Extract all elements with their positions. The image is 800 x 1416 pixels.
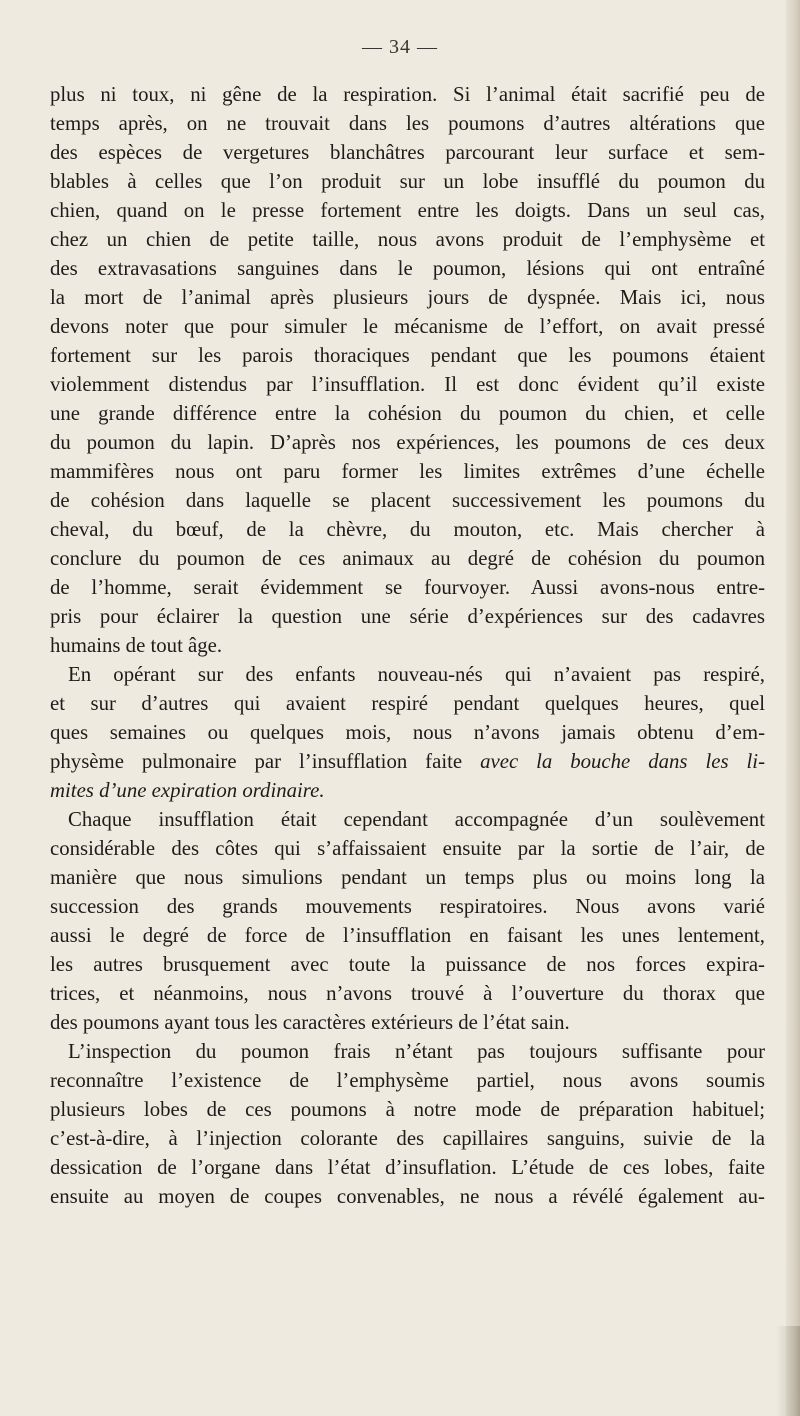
text-line xyxy=(50,834,765,863)
text-run: des espèces de vergetures blanchâtres parcourant leur surface et sem- xyxy=(50,141,765,164)
text-run: ensuite au moyen de coupes convenables, ne nous a révélé également au- xyxy=(50,1185,765,1208)
text-line xyxy=(50,1066,765,1095)
text-line xyxy=(50,863,765,892)
text-run: manière que nous simulions pendant un temps plus ou moins long la xyxy=(50,866,765,889)
text-line xyxy=(50,167,765,196)
text-line xyxy=(50,979,765,1008)
text-run: chien, quand on le presse fortement entre les doigts. Dans un seul cas, xyxy=(50,199,765,222)
text-run: dessication de l’organe dans l’état d’insuflation. L’étude de ces lobes, faite xyxy=(50,1156,765,1179)
text-line xyxy=(50,486,765,515)
italic-text: mites d’une expiration ordinaire. xyxy=(50,779,325,802)
text-run: physème pulmonaire par l’insufflation faite xyxy=(50,750,481,773)
text-line xyxy=(50,544,765,573)
text-run: des extravasations sanguines dans le poumon, lésions qui ont entraîné xyxy=(50,257,765,280)
text-line xyxy=(50,950,765,979)
text-run: violemment distendus par l’insufflation. Il est donc évident qu’il existe xyxy=(50,373,765,396)
paragraph xyxy=(50,80,765,660)
text-line xyxy=(50,109,765,138)
text-run: humains de tout âge. xyxy=(50,634,223,657)
text-line xyxy=(50,573,765,602)
text-line xyxy=(50,1124,765,1153)
text-line xyxy=(50,602,765,631)
page-edge-shadow xyxy=(786,0,800,1416)
text-run: mammifères nous ont paru former les limites extrêmes d’une échelle xyxy=(50,460,765,483)
text-run: cheval, du bœuf, de la chèvre, du mouton, etc. Mais chercher à xyxy=(50,518,765,541)
paragraph xyxy=(50,660,765,805)
text-run: ques semaines ou quelques mois, nous n’avons jamais obtenu d’em- xyxy=(50,721,765,744)
text-line xyxy=(50,80,765,109)
text-line xyxy=(50,138,765,167)
text-line xyxy=(50,515,765,544)
text-line xyxy=(50,225,765,254)
text-run: chez un chien de petite taille, nous avons produit de l’emphysème et xyxy=(50,228,765,251)
text-run: de l’homme, serait évidemment se fourvoyer. Aussi avons-nous entre- xyxy=(50,576,765,599)
body-text xyxy=(50,80,765,1211)
text-run: pris pour éclairer la question une série d’expériences sur des cadavres xyxy=(50,605,765,628)
text-run: plus ni toux, ni gêne de la respiration. Si l’animal était sacrifié peu de xyxy=(50,83,765,106)
text-line xyxy=(50,312,765,341)
text-run: Chaque insufflation était cependant accompagnée d’un soulèvement xyxy=(68,808,765,831)
text-run: En opérant sur des enfants nouveau-nés qui n’avaient pas respiré, xyxy=(68,663,765,686)
paragraph xyxy=(50,805,765,1037)
text-run: de cohésion dans laquelle se placent successivement les poumons du xyxy=(50,489,765,512)
italic-text: avec la bouche dans les li- xyxy=(480,750,765,773)
text-line xyxy=(50,1008,765,1037)
text-line xyxy=(50,370,765,399)
text-line xyxy=(50,1153,765,1182)
text-line xyxy=(50,747,765,776)
text-run: L’inspection du poumon frais n’étant pas toujours suffisante pour xyxy=(68,1040,765,1063)
text-line xyxy=(50,457,765,486)
text-run: et sur d’autres qui avaient respiré pendant quelques heures, quel xyxy=(50,692,765,715)
text-run: trices, et néanmoins, nous n’avons trouvé à l’ouverture du thorax que xyxy=(50,982,765,1005)
text-run: du poumon du lapin. D’après nos expériences, les poumons de ces deux xyxy=(50,431,765,454)
text-run: les autres brusquement avec toute la puissance de nos forces expira- xyxy=(50,953,765,976)
page-number: — 34 — xyxy=(362,36,438,58)
paragraph xyxy=(50,1037,765,1211)
text-run: devons noter que pour simuler le mécanisme de l’effort, on avait pressé xyxy=(50,315,765,338)
text-run: des poumons ayant tous les caractères extérieurs de l’état sain. xyxy=(50,1011,570,1034)
text-line xyxy=(50,196,765,225)
text-run: aussi le degré de force de l’insufflation en faisant les unes lentement, xyxy=(50,924,765,947)
text-line xyxy=(50,776,765,805)
text-line xyxy=(50,631,765,660)
text-line xyxy=(50,428,765,457)
text-run: plusieurs lobes de ces poumons à notre mode de préparation habituel; xyxy=(50,1098,765,1121)
text-line xyxy=(50,921,765,950)
text-line xyxy=(50,718,765,747)
text-run: reconnaître l’existence de l’emphysème partiel, nous avons soumis xyxy=(50,1069,765,1092)
text-line xyxy=(50,805,765,834)
text-run: la mort de l’animal après plusieurs jours de dyspnée. Mais ici, nous xyxy=(50,286,765,309)
text-run: c’est-à-dire, à l’injection colorante des capillaires sanguins, suivie de la xyxy=(50,1127,765,1150)
text-line xyxy=(50,660,765,689)
text-run: temps après, on ne trouvait dans les poumons d’autres altérations que xyxy=(50,112,765,135)
text-line xyxy=(50,1095,765,1124)
text-run: considérable des côtes qui s’affaissaient ensuite par la sortie de l’air, de xyxy=(50,837,765,860)
text-line xyxy=(50,254,765,283)
text-run: blables à celles que l’on produit sur un lobe insufflé du poumon du xyxy=(50,170,765,193)
text-run: fortement sur les parois thoraciques pendant que les poumons étaient xyxy=(50,344,765,367)
text-line xyxy=(50,1182,765,1211)
text-run: une grande différence entre la cohésion du poumon du chien, et celle xyxy=(50,402,765,425)
text-run: conclure du poumon de ces animaux au degré de cohésion du poumon xyxy=(50,547,765,570)
text-line xyxy=(50,399,765,428)
page-corner-shadow xyxy=(776,1326,800,1416)
text-line xyxy=(50,1037,765,1066)
text-line xyxy=(50,341,765,370)
text-line xyxy=(50,283,765,312)
text-line xyxy=(50,892,765,921)
text-line xyxy=(50,689,765,718)
text-run: succession des grands mouvements respiratoires. Nous avons varié xyxy=(50,895,765,918)
